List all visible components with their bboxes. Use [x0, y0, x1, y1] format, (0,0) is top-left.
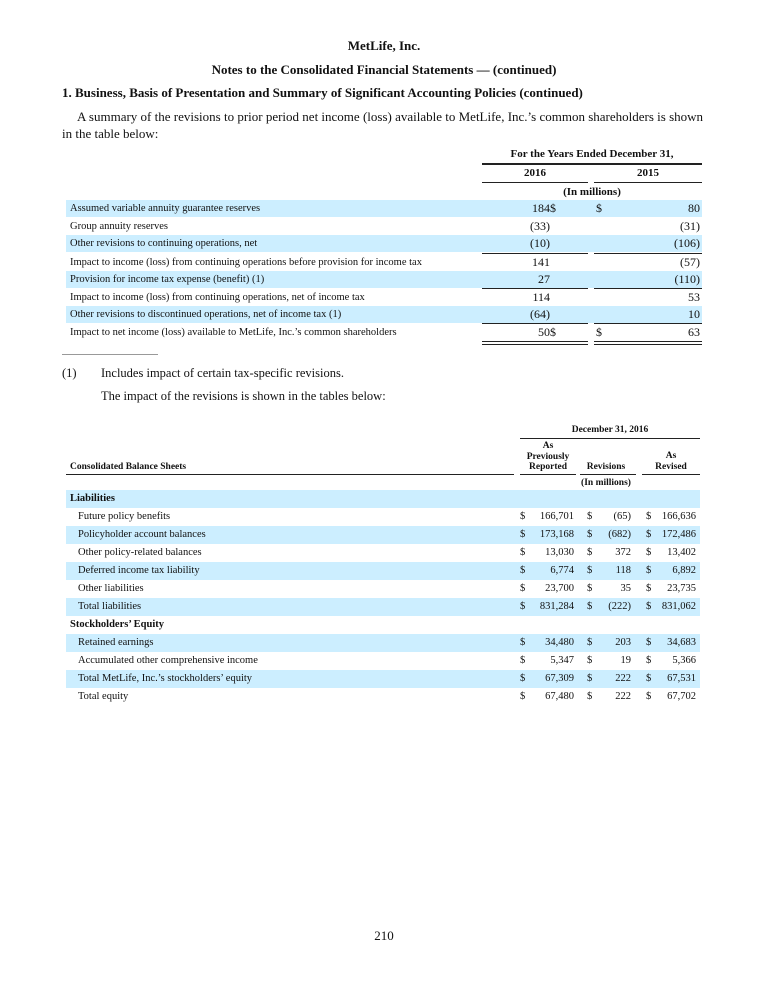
- section-label: Stockholders’ Equity: [70, 619, 165, 630]
- row-label: Impact to income (loss) from continuing operations, net of income tax: [70, 292, 365, 303]
- value-revisions: 222: [615, 691, 631, 702]
- row-label: Retained earnings: [78, 637, 154, 648]
- value-2016: 50: [538, 325, 550, 339]
- dollar-sign: $: [646, 565, 652, 576]
- table-row: [66, 598, 700, 616]
- value-2016: (10): [530, 236, 550, 250]
- row-label: Total equity: [78, 691, 129, 702]
- value-2015: 63: [688, 325, 700, 339]
- dollar-sign: $: [550, 201, 556, 215]
- value-previously-reported: 67,480: [545, 691, 574, 702]
- impact-text: The impact of the revisions is shown in the tables below:: [101, 389, 386, 403]
- intro-paragraph: A summary of the revisions to prior period net income (loss) available to MetLife, Inc.’s common shareholders is shown in the table below:: [62, 109, 704, 141]
- table-row: [66, 580, 700, 598]
- dollar-sign: $: [520, 601, 526, 612]
- dollar-sign: $: [587, 673, 593, 684]
- table-row: [66, 218, 702, 235]
- value-previously-reported: 173,168: [539, 529, 574, 540]
- value-previously-reported: 13,030: [545, 547, 574, 558]
- col-rule-2016: [482, 182, 588, 183]
- row-label: Assumed variable annuity guarantee reserves: [70, 203, 261, 214]
- col-rule: [580, 474, 636, 475]
- row-label: Policyholder account balances: [78, 529, 206, 540]
- dollar-sign: $: [646, 673, 652, 684]
- col-rule-2015: [594, 182, 702, 183]
- value-revisions: (65): [613, 511, 631, 522]
- value-previously-reported: 67,309: [545, 673, 574, 684]
- page-number: 210: [374, 928, 394, 943]
- value-2015: (106): [674, 236, 700, 250]
- value-2016: 27: [538, 272, 550, 286]
- footnote-marker: (1): [62, 366, 77, 380]
- table-row: [66, 324, 702, 341]
- table-row: [66, 235, 702, 252]
- row-label: Accumulated other comprehensive income: [78, 655, 258, 666]
- value-revisions: 222: [615, 673, 631, 684]
- row-label: Other revisions to continuing operations, net: [70, 238, 258, 249]
- table-row: [66, 508, 700, 526]
- section-label: Liabilities: [70, 493, 115, 504]
- row-label: Provision for income tax expense (benefit) (1): [70, 274, 265, 285]
- dollar-sign: $: [587, 691, 593, 702]
- footnote-text: Includes impact of certain tax-specific revisions.: [101, 366, 344, 380]
- table-row: [66, 526, 700, 544]
- dollar-sign: $: [587, 511, 593, 522]
- col-revisions: Revisions: [586, 462, 626, 472]
- dollar-sign: $: [646, 655, 652, 666]
- units-label: (In millions): [581, 478, 631, 488]
- col-header-line: Previously: [526, 451, 570, 462]
- value-as-revised: 172,486: [661, 529, 696, 540]
- value-as-revised: 5,366: [672, 655, 696, 666]
- table-row: [66, 306, 702, 323]
- value-2015: 80: [688, 201, 700, 215]
- dollar-sign: $: [646, 529, 652, 540]
- table-row: [66, 634, 700, 652]
- value-2016: 114: [532, 290, 550, 304]
- double-underline: [482, 341, 588, 345]
- table-row: [66, 652, 700, 670]
- dollar-sign: $: [587, 565, 593, 576]
- section-row-equity: [66, 616, 700, 634]
- dollar-sign: $: [646, 511, 652, 522]
- header-rule: [482, 163, 702, 165]
- col-2015: 2015: [637, 167, 659, 179]
- value-revisions: (682): [608, 529, 631, 540]
- row-label: Future policy benefits: [78, 511, 171, 522]
- dollar-sign: $: [520, 673, 526, 684]
- value-as-revised: 23,735: [667, 583, 696, 594]
- row-label: Impact to income (loss) from continuing operations before provision for income tax: [70, 257, 422, 268]
- dollar-sign: $: [520, 565, 526, 576]
- value-2016: 141: [532, 255, 550, 269]
- value-2016: (64): [530, 307, 550, 321]
- table-row: [66, 254, 702, 271]
- value-as-revised: 67,702: [667, 691, 696, 702]
- value-2015: (31): [680, 219, 700, 233]
- value-previously-reported: 23,700: [545, 583, 574, 594]
- row-label: Total MetLife, Inc.’s stockholders’ equity: [78, 673, 253, 684]
- value-as-revised: 13,402: [667, 547, 696, 558]
- footnote-divider: [62, 354, 158, 355]
- dollar-sign: $: [587, 655, 593, 666]
- value-previously-reported: 6,774: [550, 565, 574, 576]
- value-as-revised: 166,636: [661, 511, 696, 522]
- col-2016: 2016: [524, 167, 546, 179]
- value-previously-reported: 831,284: [539, 601, 574, 612]
- col-rule: [642, 474, 700, 475]
- value-2015: 10: [688, 307, 700, 321]
- row-label: Deferred income tax liability: [78, 565, 200, 576]
- dollar-sign: $: [646, 547, 652, 558]
- section-heading: 1. Business, Basis of Presentation and Summary of Significant Accounting Policies (continued): [62, 85, 583, 100]
- col-header-line: As: [542, 441, 554, 451]
- row-label: Total liabilities: [78, 601, 142, 612]
- double-underline: [594, 341, 702, 345]
- dollar-sign: $: [587, 529, 593, 540]
- dollar-sign: $: [520, 547, 526, 558]
- col-previously-reported: [520, 441, 576, 473]
- section-row-liabilities: [66, 490, 700, 508]
- table-row: [66, 562, 700, 580]
- value-revisions: 35: [620, 583, 631, 594]
- value-revisions: (222): [608, 601, 631, 612]
- units-label: (In millions): [563, 186, 621, 198]
- dollar-sign: $: [550, 325, 556, 339]
- value-previously-reported: 5,347: [550, 655, 574, 666]
- dollar-sign: $: [520, 691, 526, 702]
- table-row: [66, 271, 702, 288]
- value-revisions: 118: [615, 565, 631, 576]
- table-row: [66, 289, 702, 306]
- dollar-sign: $: [587, 583, 593, 594]
- title-rule: [66, 474, 514, 475]
- value-2015: (57): [680, 255, 700, 269]
- dollar-sign: $: [646, 691, 652, 702]
- header-rule: [520, 438, 700, 439]
- table-row: [66, 688, 700, 706]
- dollar-sign: $: [596, 201, 602, 215]
- row-label: Other liabilities: [78, 583, 144, 594]
- row-label: Group annuity reserves: [70, 221, 168, 232]
- value-as-revised: 67,531: [667, 673, 696, 684]
- value-previously-reported: 34,480: [545, 637, 574, 648]
- value-as-revised: 34,683: [667, 637, 696, 648]
- value-revisions: 372: [615, 547, 631, 558]
- dollar-sign: $: [646, 583, 652, 594]
- dollar-sign: $: [520, 637, 526, 648]
- row-label: Other policy-related balances: [78, 547, 202, 558]
- table-title: Consolidated Balance Sheets: [70, 462, 187, 472]
- dollar-sign: $: [587, 547, 593, 558]
- value-revisions: 19: [620, 655, 631, 666]
- value-as-revised: 6,892: [672, 565, 696, 576]
- value-2016: (33): [530, 219, 550, 233]
- col-rule: [520, 474, 576, 475]
- value-as-revised: 831,062: [661, 601, 696, 612]
- col-header-line: As: [665, 451, 677, 461]
- period-header: For the Years Ended December 31,: [510, 148, 674, 160]
- value-previously-reported: 166,701: [539, 511, 574, 522]
- dollar-sign: $: [520, 583, 526, 594]
- value-2015: 53: [688, 290, 700, 304]
- table-row: [66, 670, 700, 688]
- table-row: [66, 544, 700, 562]
- value-2016: 184: [532, 201, 550, 215]
- dollar-sign: $: [520, 655, 526, 666]
- date-header: December 31, 2016: [571, 425, 649, 435]
- notes-subtitle: Notes to the Consolidated Financial Statements — (continued): [211, 62, 557, 77]
- value-revisions: 203: [615, 637, 631, 648]
- dollar-sign: $: [587, 601, 593, 612]
- col-header-line: Revised: [655, 461, 687, 472]
- table-row: [66, 200, 702, 217]
- row-label: Impact to net income (loss) available to MetLife, Inc.’s common shareholders: [70, 327, 397, 338]
- row-label: Other revisions to discontinued operations, net of income tax (1): [70, 309, 342, 320]
- dollar-sign: $: [520, 511, 526, 522]
- col-header-line: Reported: [529, 462, 567, 472]
- dollar-sign: $: [646, 637, 652, 648]
- dollar-sign: $: [587, 637, 593, 648]
- dollar-sign: $: [520, 529, 526, 540]
- dollar-sign: $: [646, 601, 652, 612]
- value-2015: (110): [674, 272, 700, 286]
- company-title: MetLife, Inc.: [347, 38, 421, 53]
- dollar-sign: $: [596, 325, 602, 339]
- col-as-revised: [642, 451, 700, 472]
